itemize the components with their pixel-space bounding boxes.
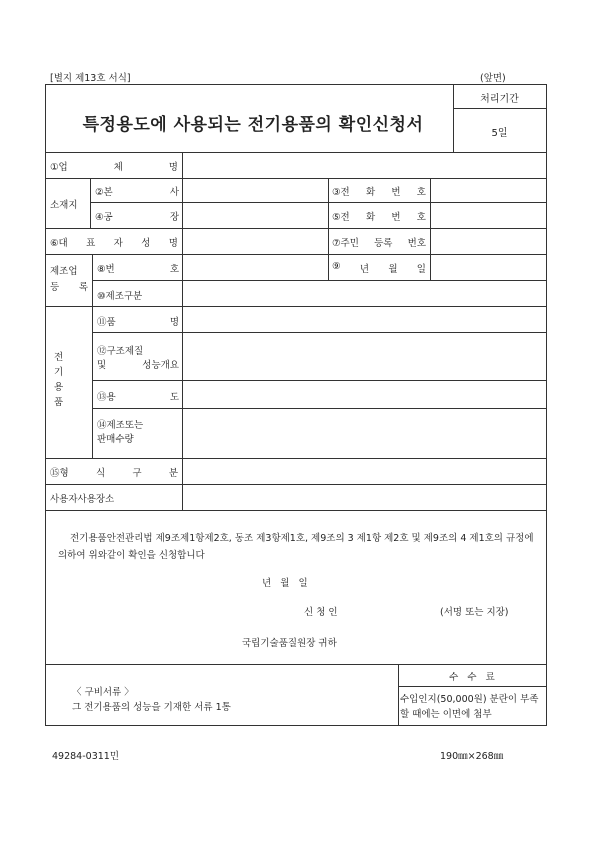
product-name-label: ⑪품 명 [97, 317, 179, 328]
processing-period-label: 처리기간 [480, 94, 519, 105]
fee-label: 수 수 료 [449, 672, 495, 683]
form-title: 특정용도에 사용되는 전기용품의 확인신청서 [82, 115, 424, 135]
page-side-label: (앞면) [480, 73, 506, 84]
phone-1-field[interactable] [431, 179, 545, 201]
structure-field[interactable] [183, 333, 545, 379]
company-name-field[interactable] [183, 153, 545, 177]
structure-label: ⑫구조제질 및 성능개요 [97, 346, 179, 371]
manufacturing-class-field[interactable] [183, 281, 545, 305]
user-place-field[interactable] [183, 485, 545, 509]
quantity-label: ⑭제조또는 판매수량 [97, 420, 144, 445]
representative-label: ⑥대 표 자 성 명 [50, 238, 178, 249]
phone-2-label: ⑤전 화 번 호 [332, 212, 426, 223]
company-name-label: ①업 체 명 [50, 162, 178, 173]
phone-2-field[interactable] [431, 203, 545, 227]
required-documents-heading: 〈 구비서류 〉 [72, 687, 134, 698]
factory-label: ④공 장 [95, 212, 179, 223]
signature-label: (서명 또는 지장) [440, 607, 509, 618]
registration-date-label: ⑨ 년 월 일 [332, 261, 426, 275]
usage-field[interactable] [183, 381, 545, 407]
registration-number-label: ⑧번 호 [97, 264, 179, 275]
head-office-field[interactable] [183, 179, 327, 201]
applicant-label: 신 청 인 [304, 607, 338, 618]
required-documents-item: 그 전기용품의 성능을 기재한 서류 1통 [72, 702, 231, 713]
representative-field[interactable] [183, 229, 327, 253]
quantity-field[interactable] [183, 409, 545, 457]
recipient-label: 국립기술품질원장 귀하 [242, 638, 337, 649]
processing-period-value: 5일 [491, 128, 508, 139]
applicant-name-field[interactable] [360, 600, 430, 616]
manufacturing-registration-label: 제조업 등 록 [50, 266, 88, 293]
usage-label: ⑬용 도 [97, 392, 179, 403]
location-label: 소재지 [50, 200, 78, 211]
form-code: 49284-0311민 [52, 751, 120, 762]
type-class-field[interactable] [183, 459, 545, 483]
paper-size: 190㎜×268㎜ [440, 751, 504, 762]
form-number: [별지 제13호 서식] [50, 73, 131, 84]
resident-number-label: ⑦주민 등록 번호 [332, 238, 426, 249]
type-class-label: ⑮형 식 구 분 [50, 468, 178, 479]
phone-1-label: ③전 화 번 호 [332, 187, 426, 198]
manufacturing-class-label: ⑩제조구분 [97, 291, 143, 302]
product-name-field[interactable] [183, 307, 545, 331]
registration-number-field[interactable] [183, 255, 327, 279]
head-office-label: ②본 사 [95, 187, 179, 198]
electrical-product-label: 전 기 용 품 [54, 352, 64, 408]
user-place-label: 사용자사용장소 [50, 494, 115, 505]
application-date: 년 월 일 [262, 578, 308, 589]
fee-stamp-note: 수입인지(50,000원) 분란이 부족할 때에는 이면에 첨부 [400, 694, 539, 720]
resident-number-field[interactable] [431, 229, 545, 253]
application-statement: 전기용품안전관리법 제9조제1항제2호, 동조 제3항제1호, 제9조의 3 제1항 제2호 및 제9조의 4 제1호의 규정에 의하여 위와같이 확인을 신청합니다 [58, 533, 534, 561]
factory-field[interactable] [183, 203, 327, 227]
registration-date-field[interactable] [431, 255, 545, 279]
